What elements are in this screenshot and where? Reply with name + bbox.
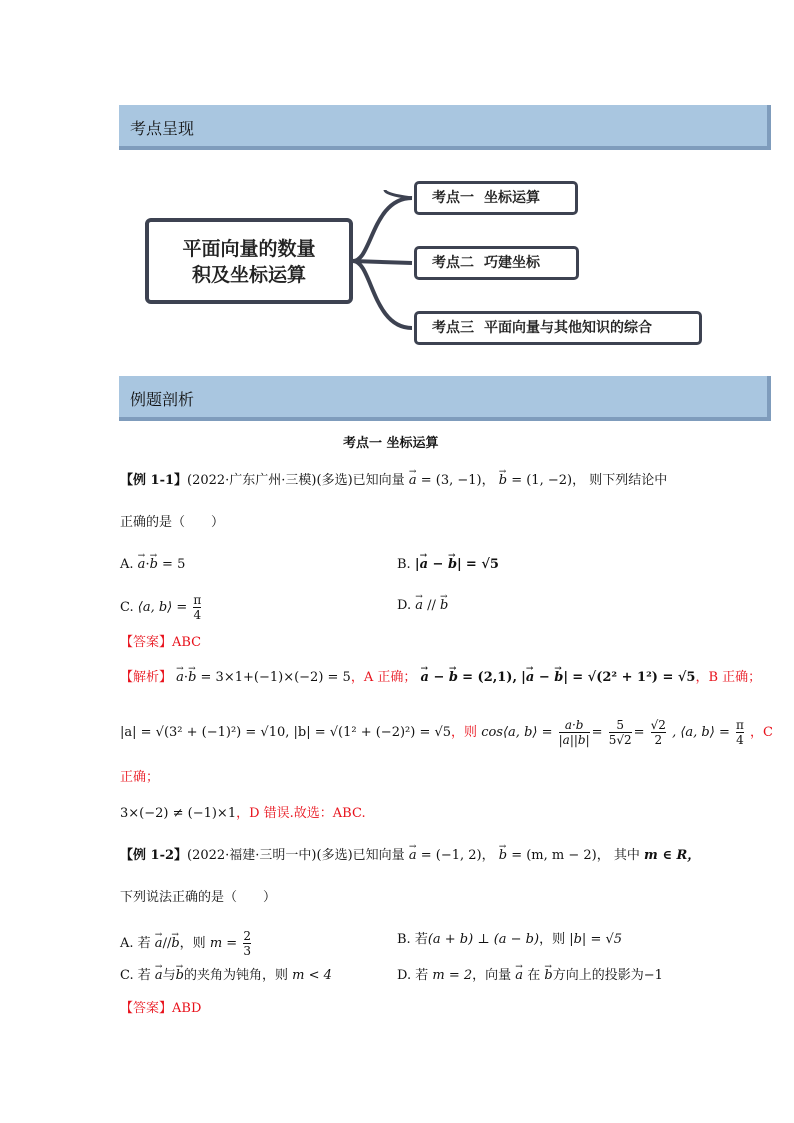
fraction-num: √2 [650, 718, 666, 732]
vector-a: → a [176, 669, 184, 687]
condition-text: m ∈ R， [644, 848, 701, 863]
math-text: = (2,1), [462, 670, 517, 685]
stem-text: 则下列结论中 [589, 473, 668, 488]
mindmap-node-tag: 考点一 [432, 190, 474, 206]
vector-b-value: = (1, −2)， [511, 473, 586, 488]
option-d [397, 597, 448, 615]
option-text: ，则 [179, 936, 206, 951]
mindmap-node-1 [414, 181, 578, 215]
fraction-num: 2 [243, 929, 251, 943]
mindmap-node-2 [414, 246, 579, 280]
option-text: ，则 [539, 932, 566, 947]
option-d [397, 967, 663, 985]
example2-stem-line2: 下列说法正确的是（ ） [120, 890, 277, 905]
fraction [243, 929, 251, 958]
vector-a: → a [409, 847, 417, 865]
analysis-line3: 正确； [120, 770, 160, 785]
option-a: A. → a·→ b = 5 [120, 556, 185, 574]
analysis-label: 【解析】 [120, 670, 173, 685]
option-text: // [427, 598, 441, 613]
vector-b-value: = (m, m − 2)， [511, 848, 610, 863]
option-a: A. 若 → a//→ b，则 m = $\frac{2}{3}$ [120, 929, 253, 958]
option-text: D. 若 [397, 968, 429, 983]
stem-text: 已知向量 [352, 473, 405, 488]
fraction-den: 3 [243, 944, 251, 958]
math-text: (a + b) ⊥ (a − b) [427, 932, 540, 947]
option-b: B. |→ a − → b| = √5 [397, 556, 499, 574]
mindmap-node-tag: 考点三 [432, 320, 474, 336]
analysis-line2: |a| = √(3² + (−1)²) = √10, |b| = √(1² + (−2)²) = √5，则 cos⟨a, b⟩ = $\frac{a\cdot b}{|a||b|}$ = $\frac{5}{5√2}$ = $\frac{√2}{2}$ , ⟨a, b⟩ = $\frac{\pi}{4}$ ，C [120, 718, 773, 747]
vector-a: → a [526, 669, 534, 687]
vector-b: → b [499, 847, 507, 865]
mindmap-root [145, 218, 353, 304]
vector-a-value: = (3, −1)， [420, 473, 495, 488]
option-text: 的夹角为钝角，则 [184, 968, 289, 983]
mindmap-root-line2: 积及坐标运算 [191, 264, 306, 286]
mindmap-connectors [0, 0, 794, 420]
note-text: ，C [750, 725, 773, 740]
example-label: 【例 1-1】 [120, 473, 188, 488]
math-text: m = 2 [432, 968, 473, 983]
option-label: D. [397, 598, 412, 613]
vector-b: → b [554, 669, 563, 687]
fraction-den: 2 [654, 733, 663, 747]
vector-b: → b [449, 669, 458, 687]
option-text: B. 若 [397, 932, 428, 947]
fraction-den: 5√2 [608, 733, 632, 747]
math-text: |b| = √5 [569, 932, 623, 947]
note-text: ，D 错误.故选：ABC. [236, 806, 366, 821]
vector-b: → b [188, 669, 196, 687]
mindmap-node-title: 巧建坐标 [484, 255, 540, 271]
mindmap-node-tag: 考点二 [432, 255, 474, 271]
option-text: A. 若 [120, 936, 151, 951]
fraction [609, 718, 632, 747]
analysis-line4 [120, 805, 366, 823]
stem-text: 已知向量 [352, 848, 405, 863]
math-text: −1 [643, 968, 663, 983]
math-text: m < 4 [292, 968, 332, 983]
analysis-line1: 【解析】 → a·→ b = 3×1+(−1)×(−2) = 5，A 正确； → a − → b = (2,1), |→ a − → b| = √(2² + 1²) = √5，B 正确； [120, 669, 761, 687]
option-text: 方向上的投影为 [552, 968, 644, 983]
fraction-num: 5 [609, 718, 632, 733]
vector-a: → a [155, 967, 163, 985]
math-text: 3×(−2) ≠ (−1)×1 [120, 806, 237, 821]
vector-b: → b [440, 597, 448, 615]
option-text: = √5 [465, 557, 499, 572]
mindmap-node-title: 平面向量与其他知识的综合 [484, 320, 652, 336]
vector-b: → b [150, 556, 158, 574]
fraction [559, 718, 590, 747]
vector-a-value: = (−1, 2)， [420, 848, 495, 863]
note-text: ，B 正确； [695, 670, 762, 685]
example2-stem [120, 847, 700, 865]
math-text: = 3×1+(−1)×(−2) = 5 [200, 670, 351, 685]
answer: 【答案】ABD [120, 1001, 202, 1016]
fraction-den: 4 [736, 733, 744, 747]
vector-b: → b [176, 967, 184, 985]
math-text: m = [209, 936, 238, 951]
option-text: ⟨a, b⟩ = [137, 600, 188, 615]
vector-a: → a [138, 556, 146, 574]
fraction-num: π [193, 593, 202, 607]
vector-a: → a [515, 967, 523, 985]
mindmap-node-3 [414, 311, 702, 345]
mindmap-node-title: 坐标运算 [484, 190, 540, 206]
note-text: ，则 [451, 725, 478, 740]
fraction-num: a·b [559, 718, 590, 733]
math-text: |a| = √(3² + (−1)²) = √10, |b| = √(1² + (−2)²) = √5 [120, 725, 452, 740]
vector-a: → a [421, 669, 429, 687]
option-c [120, 593, 203, 622]
fraction [736, 718, 744, 747]
option-text: 在 [527, 968, 541, 983]
vector-a: → a [409, 472, 417, 490]
section-title: 例题剖析 [130, 390, 195, 409]
answer: 【答案】ABC [120, 635, 202, 650]
vector-a: → a [420, 556, 428, 574]
option-text: 与 [162, 968, 176, 983]
section-title: 考点呈现 [130, 119, 195, 138]
example1-stem [120, 472, 667, 490]
example1-stem-line2: 正确的是（ ） [120, 515, 225, 530]
option-text: C. 若 [120, 968, 151, 983]
math-text: cos⟨a, b⟩ = [481, 725, 553, 740]
vector-b: → b [544, 967, 552, 985]
option-b [397, 931, 622, 949]
vector-b: → b [448, 556, 457, 574]
mindmap-root-line1: 平面向量的数量 [182, 238, 316, 260]
stem-text: 其中 [613, 848, 640, 863]
vector-a: → a [155, 935, 163, 953]
option-label: A. [120, 557, 134, 572]
example-source: (2022·广东广州·三模)(多选) [187, 473, 353, 488]
vector-b: → b [499, 472, 507, 490]
option-label: C. [120, 600, 134, 615]
math-text: = √(2² + 1²) = √5 [572, 670, 696, 685]
option-label: B. [397, 557, 411, 572]
option-text: = 5 [162, 557, 186, 572]
fraction [193, 593, 201, 622]
fraction-den: |a||b| [558, 733, 590, 747]
example-source: (2022·福建·三明一中)(多选) [187, 848, 353, 863]
fraction [651, 718, 666, 747]
vector-b: → b [171, 935, 179, 953]
fraction-num: π [735, 718, 744, 732]
vector-a: → a [415, 597, 423, 615]
option-text: ，向量 [472, 968, 512, 983]
option-c [120, 967, 332, 985]
fraction-den: 4 [193, 608, 202, 622]
note-text: ，A 正确； [350, 670, 417, 685]
subsection-title: 考点一 坐标运算 [343, 436, 439, 451]
section-banner-examples [119, 376, 771, 421]
math-text: , ⟨a, b⟩ = [672, 725, 730, 740]
example-label: 【例 1-2】 [120, 848, 188, 863]
